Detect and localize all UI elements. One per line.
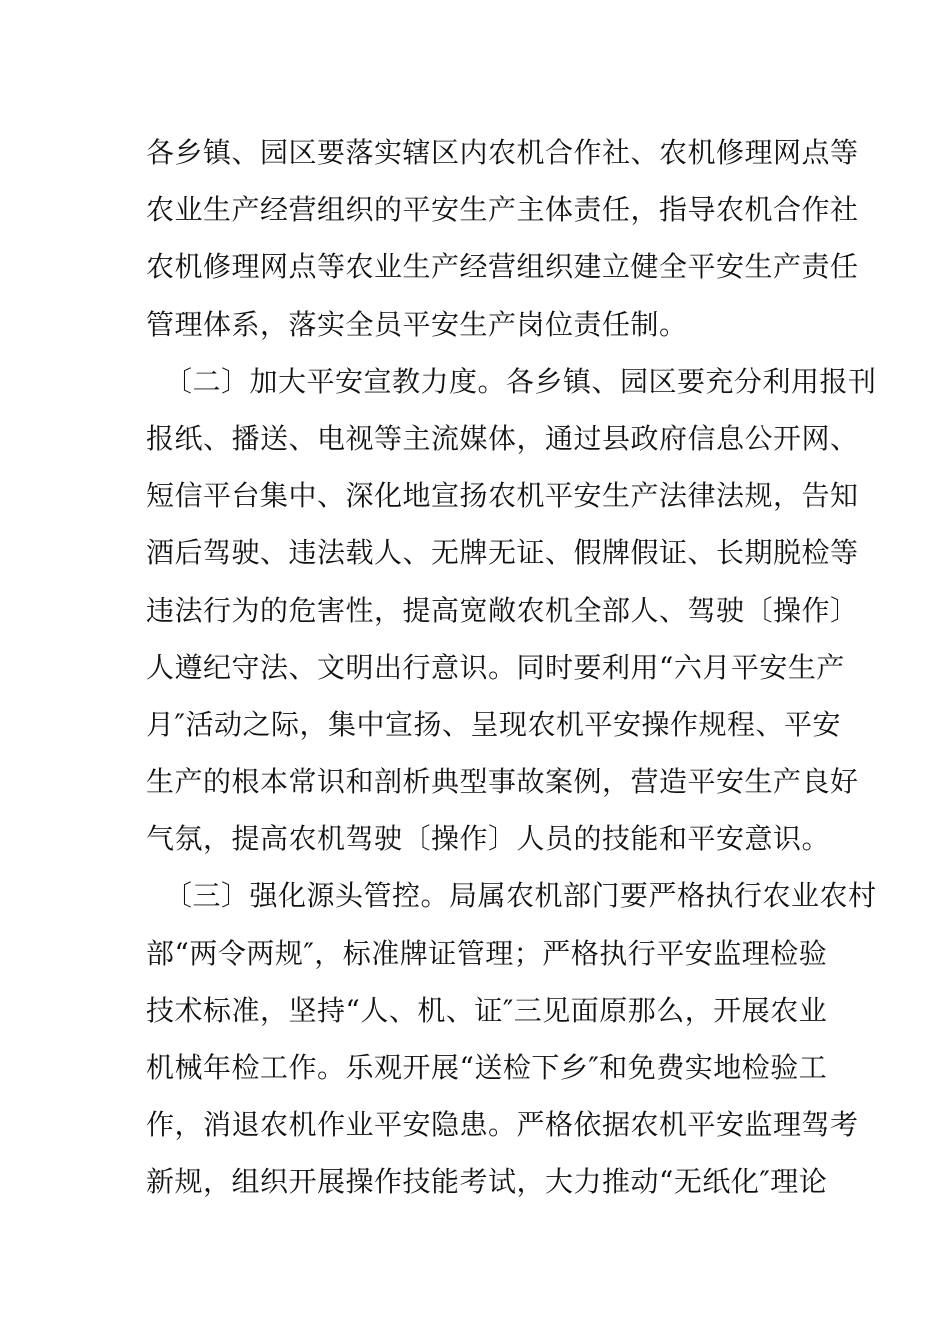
text-line: 气氛，提高农机驾驶〔操作〕人员的技能和平安意识。 xyxy=(146,822,831,856)
text-line: 机械年检工作。乐观开展“送检下乡″和免费实地检验工 xyxy=(146,1051,828,1084)
text-line: 报纸、播送、电视等主流媒体，通过县政府信息公开网、 xyxy=(146,421,859,455)
paragraph-heading-line: 〔二〕加大平安宣教力度。各乡镇、园区要充分利用报刊 xyxy=(164,364,877,398)
text-line: 月″活动之际，集中宣扬、呈现农机平安操作规程、平安 xyxy=(146,707,841,741)
text-line: 生产的根本常识和剖析典型事故案例，营造平安生产良好 xyxy=(146,765,859,799)
text-line: 酒后驾驶、违法载人、无牌无证、假牌假证、长期脱检等 xyxy=(146,536,859,570)
text-line: 部“两令两规″，标准牌证管理；严格执行平安监理检验 xyxy=(146,936,828,970)
text-line: 农业生产经营组织的平安生产主体责任，指导农机合作社 xyxy=(146,193,859,227)
text-line: 短信平台集中、深化地宣扬农机平安生产法律法规，告知 xyxy=(146,479,859,513)
text-line: 违法行为的危害性，提高宽敞农机全部人、驾驶〔操作〕 xyxy=(146,593,859,627)
body-text xyxy=(146,130,877,1217)
text-line: 各乡镇、园区要落实辖区内农机合作社、农机修理网点等 xyxy=(146,136,859,169)
text-line: 作，消退农机作业平安隐患。严格依据农机平安监理驾考 xyxy=(146,1108,859,1142)
paragraph-heading-line: 〔三〕强化源头管控。局属农机部门要严格执行农业农村 xyxy=(164,879,877,913)
text-line: 农机修理网点等农业生产经营组织建立健全平安生产责任 xyxy=(146,250,859,284)
text-line: 技术标准，坚持“人、机、证″三见面原那么，开展农业 xyxy=(146,993,828,1027)
text-line: 人遵纪守法、文明出行意识。同时要利用“六月平安生产 xyxy=(146,650,845,684)
text-line: 新规，组织开展操作技能考试，大力推动“无纸化″理论 xyxy=(146,1165,828,1199)
text-line: 管理体系，落实全员平安生产岗位责任制。 xyxy=(146,307,688,341)
